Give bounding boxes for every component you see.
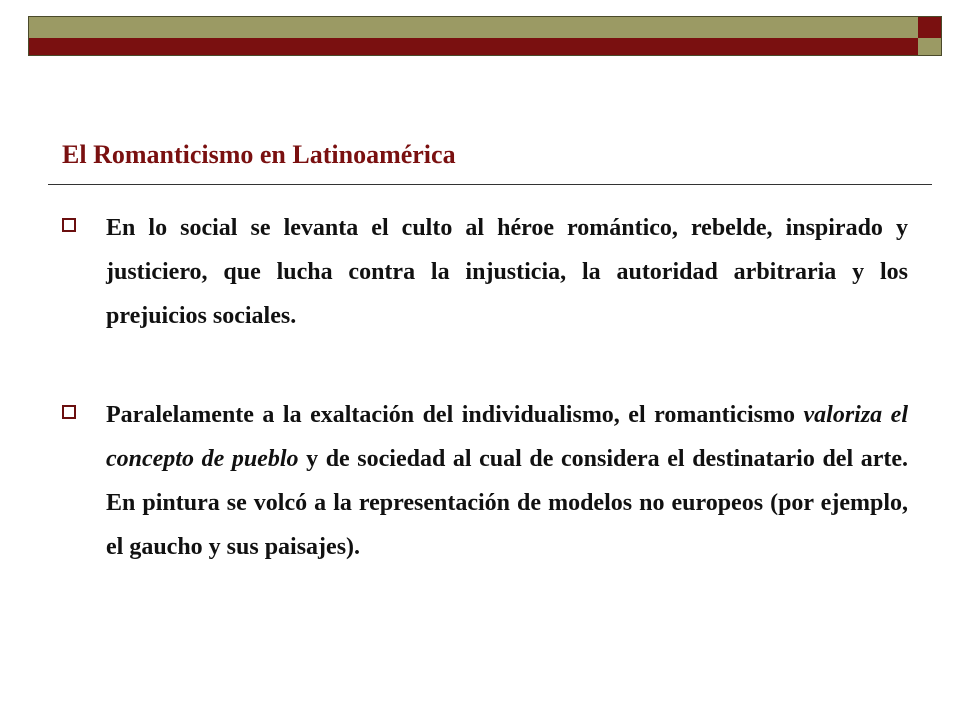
header-band xyxy=(0,0,960,62)
bullet-text-1: En lo social se levanta el culto al héroe romántico, rebelde, inspirado y justiciero, que lucha contra la injusticia, la autoridad arbitraria y los prejuicios sociales. xyxy=(106,215,908,329)
hollow-square-bullet-icon xyxy=(62,218,76,232)
bullet-item-2 xyxy=(62,393,908,569)
bullet-text-2-part2: y de sociedad al cual de considera el destinatario del arte. En pintura se volcó a la representación de modelos no europeos (por ejemplo, el gaucho y sus paisajes). xyxy=(106,446,909,560)
title-divider xyxy=(48,184,932,185)
bullet-text-2 xyxy=(106,393,908,569)
bullet-text-2-part1: Paralelamente a la exaltación del individualismo, el romanticismo xyxy=(106,402,804,428)
hollow-square-bullet-icon xyxy=(62,405,76,419)
header-band-border xyxy=(28,16,942,56)
slide-title: El Romanticismo en Latinoamérica xyxy=(62,140,456,169)
bullet-item-1 xyxy=(62,206,908,338)
bullet-text-2-emphasis: valoriza el concepto de pueblo xyxy=(106,402,908,472)
